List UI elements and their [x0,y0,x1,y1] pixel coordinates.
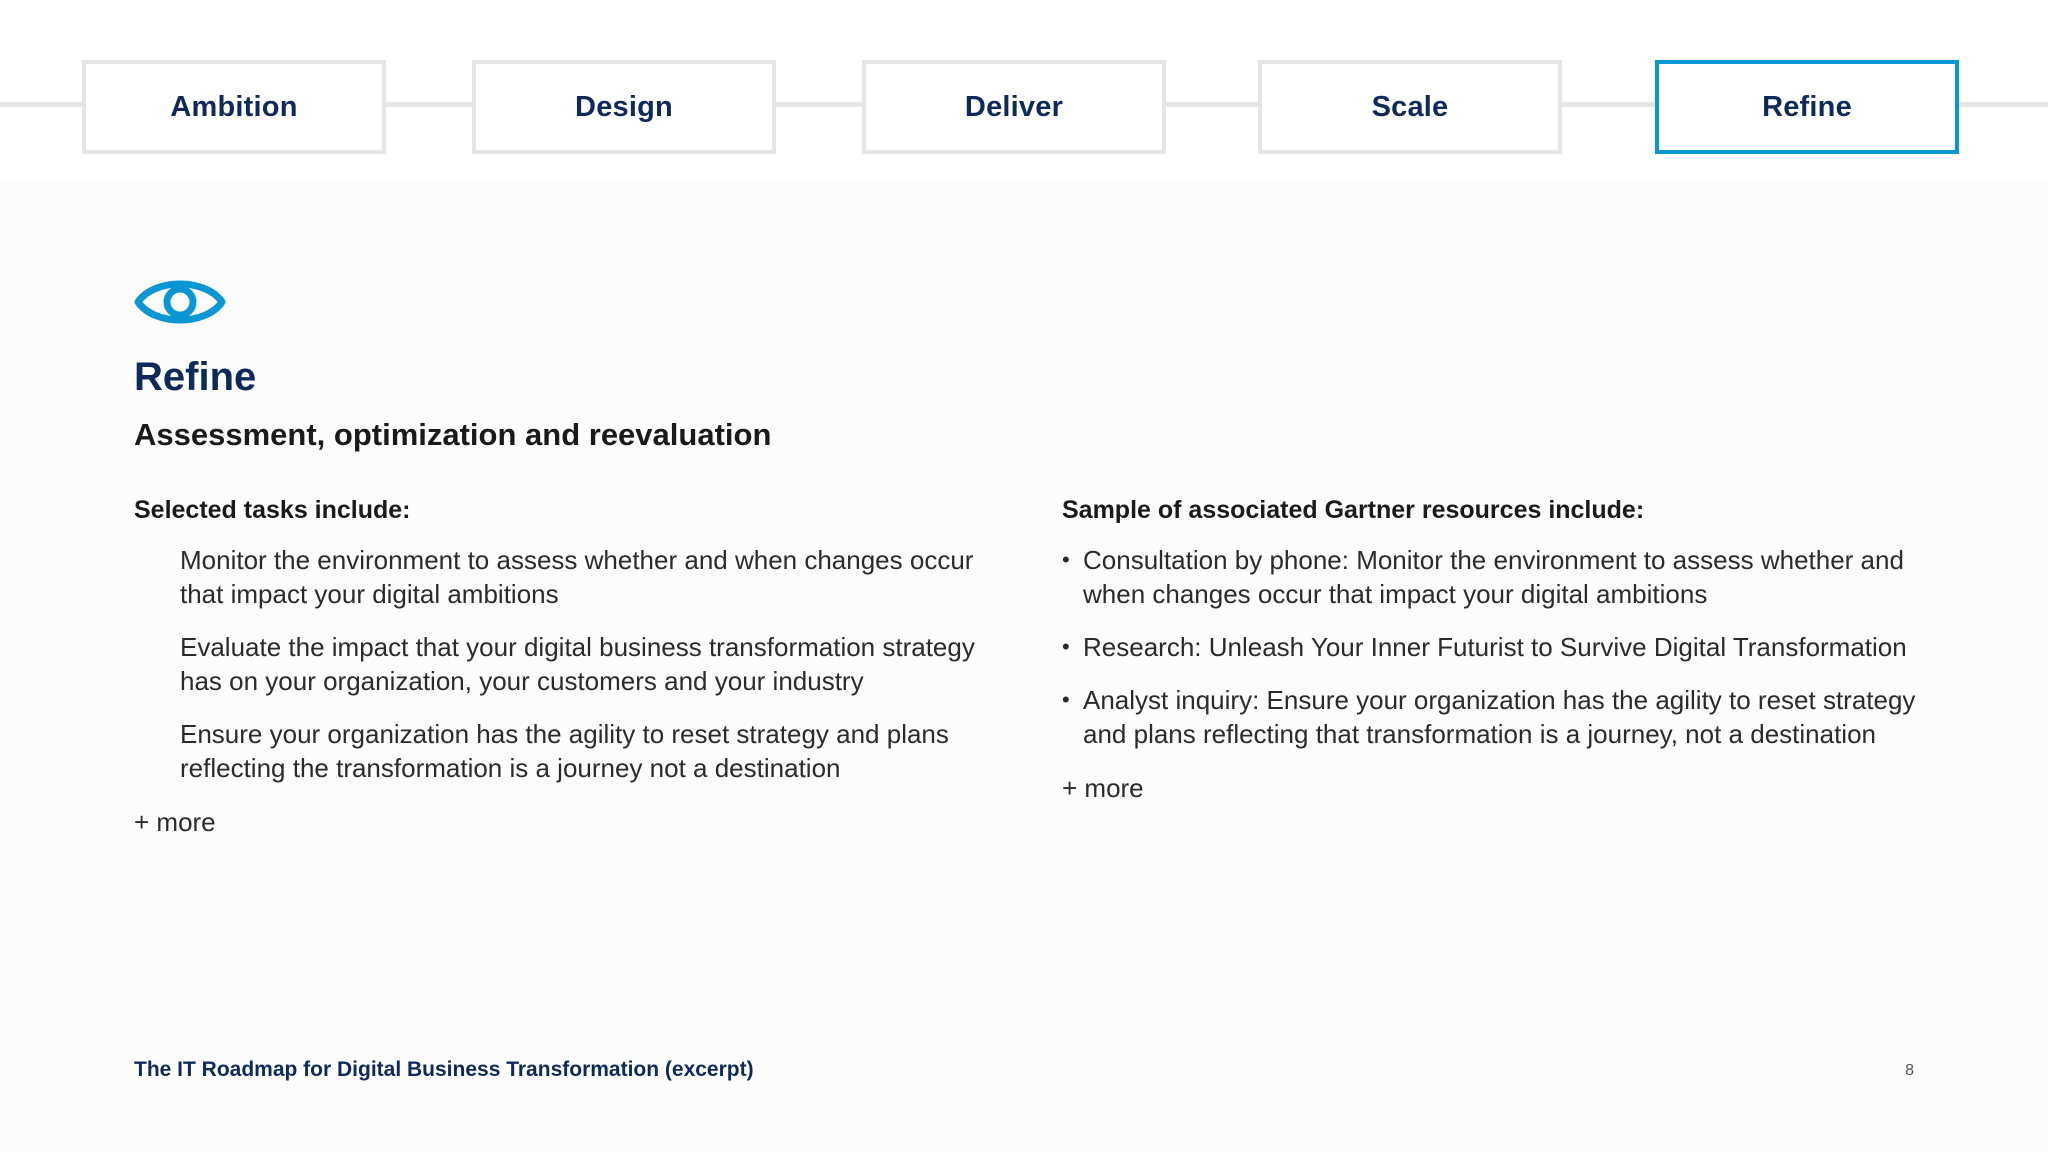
step-label: Deliver [964,90,1064,123]
tasks-more-link[interactable]: + more [134,807,216,837]
task-item: Ensure your organization has the agility to reset strategy and plans reflecting the transformation is a journey not a destination [180,719,949,783]
bullet-icon: • [1062,634,1070,659]
bullet-icon: • [1062,547,1070,572]
step-label: Design [575,90,673,123]
resource-text: Consultation by phone: Monitor the environment to assess whether and when changes occur that impact your digital ambitions [1083,545,1904,609]
resources-heading: Sample of associated Gartner resources include: [1062,496,1645,524]
step-ambition[interactable] [82,60,386,154]
resource-item [1062,543,1942,611]
section-subtitle: Assessment, optimization and reevaluation [134,417,772,452]
footer-title: The IT Roadmap for Digital Business Transformation (excerpt) [134,1058,754,1081]
resource-text: Analyst inquiry: Ensure your organization has the agility to reset strategy and plans reflecting that transformation is a journey, not a destination [1083,685,1916,749]
step-label: Scale [1371,90,1449,123]
resource-item [1062,683,1942,751]
step-label: Ambition [170,90,298,123]
resource-text: Research: Unleash Your Inner Futurist to Survive Digital Transformation [1083,632,1907,662]
step-refine[interactable] [1655,60,1959,154]
step-label: Refine [1762,90,1852,123]
bullet-icon: • [1062,687,1070,712]
task-item: Evaluate the impact that your digital business transformation strategy has on your organization, your customers and your industry [180,632,975,696]
eye-icon [132,270,228,334]
section-title: Refine [134,355,257,399]
step-deliver[interactable] [862,60,1166,154]
tasks-heading: Selected tasks include: [134,496,411,524]
resources-column [1062,493,1942,805]
tasks-list [134,543,994,785]
page-number: 8 [1905,1062,1914,1079]
task-item: Monitor the environment to assess whether and when changes occur that impact your digital ambitions [180,545,974,609]
resource-item [1062,630,1942,664]
step-scale[interactable] [1258,60,1562,154]
step-design[interactable] [472,60,776,154]
tasks-column [134,493,994,839]
resources-list [1062,543,1942,751]
resources-more-link[interactable]: + more [1062,773,1144,803]
